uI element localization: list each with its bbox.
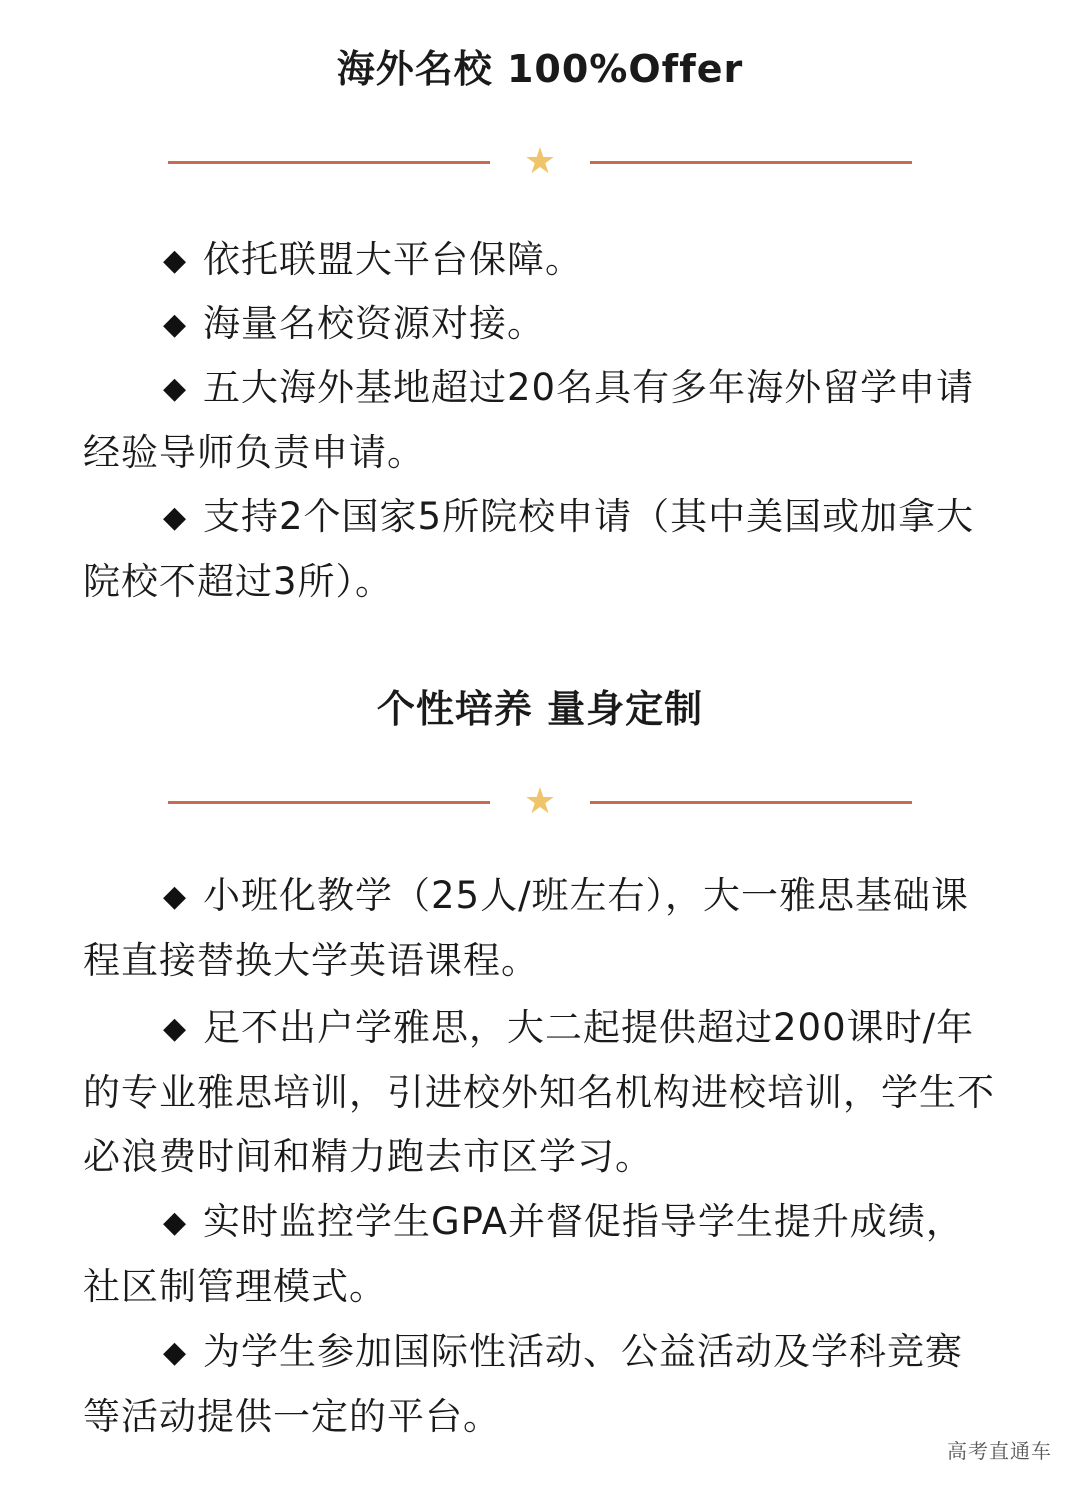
list-item-text: 海量名校资源对接。 — [203, 302, 545, 345]
list-item-text: 小班化教学（25人/班左右），大一雅思基础课程直接替换大学英语课程。 — [83, 874, 970, 982]
list-item — [83, 228, 998, 293]
divider-line-right — [590, 161, 912, 164]
diamond-bullet-icon: ◆ — [163, 307, 188, 342]
section-title-personalized-training: 个性培养 量身定制 — [376, 687, 704, 731]
list-item — [83, 996, 998, 1189]
list-item-text: 依托联盟大平台保障。 — [203, 238, 583, 281]
diamond-bullet-icon: ◆ — [163, 879, 188, 914]
diamond-bullet-icon: ◆ — [163, 1011, 188, 1046]
diamond-bullet-icon: ◆ — [163, 1335, 188, 1370]
diamond-bullet-icon: ◆ — [163, 371, 188, 406]
list-item-text: 支持2个国家5所院校申请（其中美国或加拿大院校不超过3所）。 — [83, 495, 975, 603]
section-divider — [0, 782, 1080, 822]
list-item-text: 实时监控学生GPA并督促指导学生提升成绩，社区制管理模式。 — [83, 1200, 964, 1308]
list-item — [83, 1190, 998, 1319]
list-item-text: 足不出户学雅思，大二起提供超过200课时/年的专业雅思培训，引进校外知名机构进校培训，学生不必浪费时间和精力跑去市区学习。 — [83, 1006, 995, 1178]
list-item — [83, 485, 998, 614]
list-item-text: 五大海外基地超过20名具有多年海外留学申请经验导师负责申请。 — [83, 366, 975, 474]
diamond-bullet-icon: ◆ — [163, 500, 188, 535]
list-item — [83, 864, 998, 993]
list-item — [83, 356, 998, 485]
diamond-bullet-icon: ◆ — [163, 1205, 188, 1240]
divider-line-left — [168, 801, 490, 804]
section-divider — [0, 142, 1080, 182]
list-item-text: 为学生参加国际性活动、公益活动及学科竞赛等活动提供一定的平台。 — [83, 1330, 963, 1438]
list-item — [83, 292, 998, 357]
list-item — [83, 1320, 998, 1449]
divider-line-left — [168, 161, 490, 164]
watermark: 高考直通车 — [947, 1439, 1052, 1463]
divider-line-right — [590, 801, 912, 804]
diamond-bullet-icon: ◆ — [163, 243, 188, 278]
star-icon: ★ — [523, 141, 557, 182]
star-icon: ★ — [523, 781, 557, 822]
section-title-overseas-offer: 海外名校 100%Offer — [336, 47, 744, 91]
